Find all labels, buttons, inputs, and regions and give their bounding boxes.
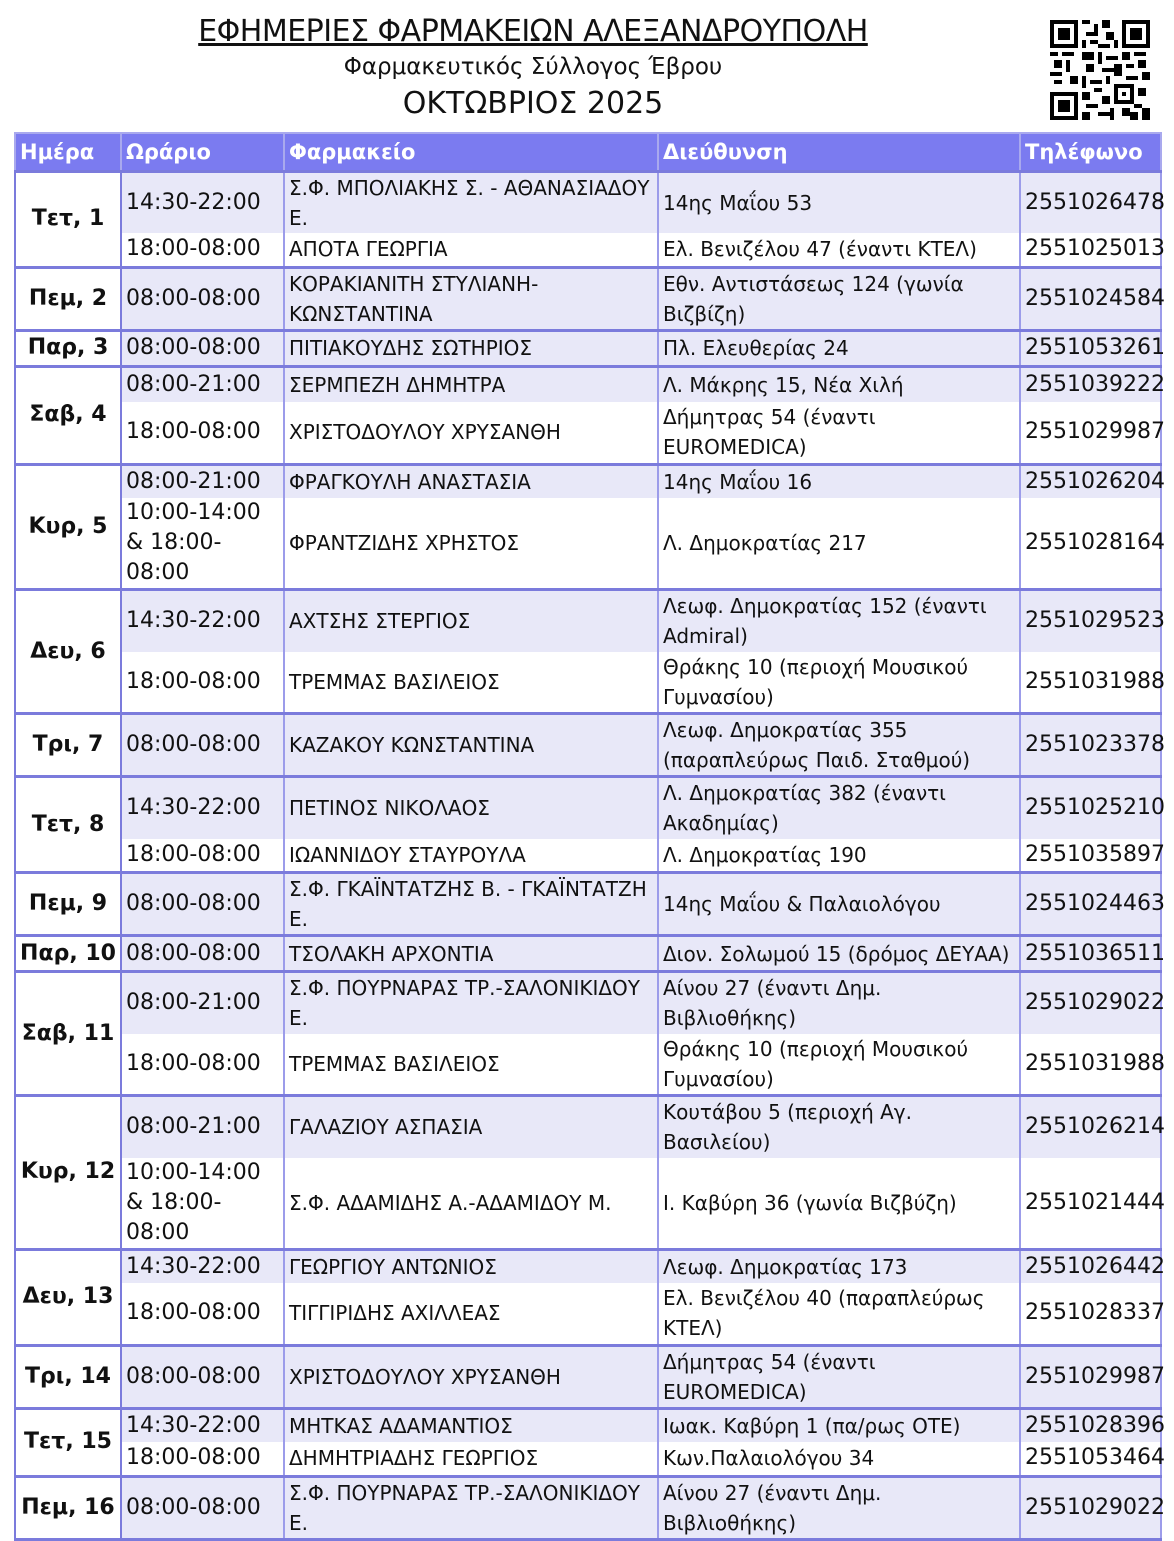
address-cell: Αίνου 27 (έναντι Δημ. Βιβλιοθήκης) [658, 972, 1020, 1034]
qr-code-icon [1050, 20, 1150, 120]
pharmacy-schedule-table [14, 132, 1165, 1541]
pharmacy-cell: ΑΠΟΤΑ ΓΕΩΡΓΙΑ [284, 233, 658, 267]
pharmacy-cell: Σ.Φ. ΑΔΑΜΙΔΗΣ Α.-ΑΔΑΜΙΔΟΥ Μ. [284, 1158, 658, 1250]
table-row [15, 330, 1161, 366]
table-body [15, 171, 1165, 1539]
table-row [15, 714, 1161, 777]
address-cell: Κων.Παλαιολόγου 34 [658, 1442, 1020, 1476]
pharmacy-cell: Σ.Φ. ΠΟΥΡΝΑΡΑΣ ΤΡ.-ΣΑΛΟΝΙΚΙΔΟΥ Ε. [284, 972, 658, 1034]
address-cell: Θράκης 10 (περιοχή Μουσικού Γυμνασίου) [658, 1034, 1020, 1096]
pharmacy-cell: ΠΕΤΙΝΟΣ ΝΙΚΟΛΑΟΣ [284, 777, 658, 839]
day-cell: Παρ, 10 [15, 936, 121, 972]
address-cell: Λεωφ. Δημοκρατίας 355 (παραπλεύρως Παιδ. Σταθμού) [658, 714, 1020, 777]
phone-cell: 2551026214 [1020, 1096, 1161, 1158]
day-cell: Σαβ, 4 [15, 366, 121, 464]
pharmacy-cell: ΓΕΩΡΓΙΟΥ ΑΝΤΩΝΙΟΣ [284, 1249, 658, 1283]
pharmacy-cell: ΑΧΤΣΗΣ ΣΤΕΡΓΙΟΣ [284, 590, 658, 652]
pharmacy-cell: ΤΡΕΜΜΑΣ ΒΑΣΙΛΕΙΟΣ [284, 1034, 658, 1096]
phone-cell: 2551026478 [1020, 171, 1161, 233]
column-header-address: Διεύθυνση [658, 133, 1020, 171]
pharmacy-cell: ΦΡΑΓΚΟΥΛΗ ΑΝΑΣΤΑΣΙΑ [284, 464, 658, 498]
table-row [15, 1476, 1161, 1539]
table-row [15, 777, 1161, 839]
hours-cell: 08:00-21:00 [121, 366, 284, 402]
hours-cell: 08:00-08:00 [121, 714, 284, 777]
table-row [15, 590, 1161, 652]
address-cell: Λεωφ. Δημοκρατίας 173 [658, 1249, 1020, 1283]
hours-cell: 10:00-14:00 & 18:00-08:00 [121, 498, 284, 590]
table-row [15, 233, 1161, 267]
phone-cell: 2551036511 [1020, 936, 1161, 972]
table-row [15, 839, 1161, 873]
hours-cell: 08:00-21:00 [121, 464, 284, 498]
hours-cell: 08:00-08:00 [121, 936, 284, 972]
pharmacy-cell: ΠΙΤΙΑΚΟΥΔΗΣ ΣΩΤΗΡΙΟΣ [284, 330, 658, 366]
table-row [15, 1034, 1161, 1096]
day-cell: Τετ, 1 [15, 171, 121, 267]
table-row [15, 1249, 1161, 1283]
address-cell: 14ης Μαΐου 16 [658, 464, 1020, 498]
address-cell: 14ης Μαΐου & Παλαιολόγου [658, 873, 1020, 936]
hours-cell: 14:30-22:00 [121, 171, 284, 233]
pharmacy-cell: ΤΣΟΛΑΚΗ ΑΡΧΟΝΤΙΑ [284, 936, 658, 972]
hours-cell: 18:00-08:00 [121, 1034, 284, 1096]
hours-cell: 08:00-08:00 [121, 1476, 284, 1539]
day-cell: Δευ, 13 [15, 1249, 121, 1345]
phone-cell: 2551039222 [1020, 366, 1161, 402]
address-cell: Διον. Σολωμού 15 (δρόμος ΔΕΥΑΑ) [658, 936, 1020, 972]
table-row [15, 1096, 1161, 1158]
phone-cell: 2551021444 [1020, 1158, 1161, 1250]
pharmacy-cell: ΧΡΙΣΤΟΔΟΥΛΟΥ ΧΡΥΣΑΝΘΗ [284, 402, 658, 464]
hours-cell: 14:30-22:00 [121, 1408, 284, 1442]
day-cell: Παρ, 3 [15, 330, 121, 366]
hours-cell: 08:00-08:00 [121, 873, 284, 936]
hours-cell: 08:00-21:00 [121, 972, 284, 1034]
phone-cell: 2551028396 [1020, 1408, 1161, 1442]
pharmacy-cell: Σ.Φ. ΜΠΟΛΙΑΚΗΣ Σ. - ΑΘΑΝΑΣΙΑΔΟΥ Ε. [284, 171, 658, 233]
pharmacy-cell: ΣΕΡΜΠΕΖΗ ΔΗΜΗΤΡΑ [284, 366, 658, 402]
hours-cell: 08:00-08:00 [121, 1345, 284, 1408]
address-cell: Δήμητρας 54 (έναντι EUROMEDICA) [658, 402, 1020, 464]
table-row [15, 366, 1161, 402]
month-heading: ΟΚΤΩΒΡΙΟΣ 2025 [402, 86, 664, 121]
phone-cell: 2551028337 [1020, 1283, 1161, 1345]
pharmacy-cell: ΤΡΕΜΜΑΣ ΒΑΣΙΛΕΙΟΣ [284, 652, 658, 714]
hours-cell: 14:30-22:00 [121, 777, 284, 839]
table-row [15, 652, 1161, 714]
address-cell: Αίνου 27 (έναντι Δημ. Βιβλιοθήκης) [658, 1476, 1020, 1539]
day-cell: Τρι, 14 [15, 1345, 121, 1408]
phone-cell: 2551053464 [1020, 1442, 1161, 1476]
pharmacy-cell: Σ.Φ. ΠΟΥΡΝΑΡΑΣ ΤΡ.-ΣΑΛΟΝΙΚΙΔΟΥ Ε. [284, 1476, 658, 1539]
hours-cell: 14:30-22:00 [121, 590, 284, 652]
address-cell: Ελ. Βενιζέλου 40 (παραπλεύρως ΚΤΕΛ) [658, 1283, 1020, 1345]
address-cell: Ιωακ. Καβύρη 1 (πα/ρως ΟΤΕ) [658, 1408, 1020, 1442]
table-row [15, 1345, 1161, 1408]
column-header-phone: Τηλέφωνο [1020, 133, 1161, 171]
table-row [15, 402, 1161, 464]
address-cell: Ι. Καβύρη 36 (γωνία Βιζβύζη) [658, 1158, 1020, 1250]
hours-cell: 10:00-14:00 & 18:00-08:00 [121, 1158, 284, 1250]
phone-cell: 2551025210 [1020, 777, 1161, 839]
address-cell: Λ. Μάκρης 15, Νέα Χιλή [658, 366, 1020, 402]
address-cell: Ελ. Βενιζέλου 47 (έναντι ΚΤΕΛ) [658, 233, 1020, 267]
pharmacy-cell: ΔΗΜΗΤΡΙΑΔΗΣ ΓΕΩΡΓΙΟΣ [284, 1442, 658, 1476]
day-cell: Πεμ, 2 [15, 267, 121, 330]
table-row [15, 873, 1161, 936]
day-cell: Πεμ, 9 [15, 873, 121, 936]
hours-cell: 18:00-08:00 [121, 402, 284, 464]
pharmacy-cell: ΜΗΤΚΑΣ ΑΔΑΜΑΝΤΙΟΣ [284, 1408, 658, 1442]
table-row [15, 1283, 1161, 1345]
phone-cell: 2551029022 [1020, 1476, 1161, 1539]
address-cell: Δήμητρας 54 (έναντι EUROMEDICA) [658, 1345, 1020, 1408]
address-cell: Λ. Δημοκρατίας 190 [658, 839, 1020, 873]
phone-cell: 2551028164 [1020, 498, 1161, 590]
day-cell: Τετ, 8 [15, 777, 121, 873]
phone-cell: 2551035897 [1020, 839, 1161, 873]
hours-cell: 18:00-08:00 [121, 839, 284, 873]
column-header-hours: Ωράριο [121, 133, 284, 171]
phone-cell: 2551025013 [1020, 233, 1161, 267]
phone-cell: 2551026204 [1020, 464, 1161, 498]
day-cell: Δευ, 6 [15, 590, 121, 714]
address-cell: Λεωφ. Δημοκρατίας 152 (έναντι Admiral) [658, 590, 1020, 652]
column-header-day: Ημέρα [15, 133, 121, 171]
phone-cell: 2551029523 [1020, 590, 1161, 652]
table-row [15, 1442, 1161, 1476]
table-row [15, 464, 1161, 498]
hours-cell: 18:00-08:00 [121, 1283, 284, 1345]
day-cell: Τρι, 7 [15, 714, 121, 777]
phone-cell: 2551024463 [1020, 873, 1161, 936]
hours-cell: 08:00-21:00 [121, 1096, 284, 1158]
pharmacy-cell: ΙΩΑΝΝΙΔΟΥ ΣΤΑΥΡΟΥΛΑ [284, 839, 658, 873]
hours-cell: 08:00-08:00 [121, 267, 284, 330]
table-row [15, 267, 1161, 330]
pharmacy-cell: ΚΟΡΑΚΙΑΝΙΤΗ ΣΤΥΛΙΑΝΗ-ΚΩΝΣΤΑΝΤΙΝΑ [284, 267, 658, 330]
day-cell: Τετ, 15 [15, 1408, 121, 1476]
day-cell: Κυρ, 12 [15, 1096, 121, 1250]
table-row [15, 972, 1161, 1034]
day-cell: Πεμ, 16 [15, 1476, 121, 1539]
hours-cell: 18:00-08:00 [121, 233, 284, 267]
phone-cell: 2551024584 [1020, 267, 1161, 330]
hours-cell: 18:00-08:00 [121, 1442, 284, 1476]
address-cell: 14ης Μαΐου 53 [658, 171, 1020, 233]
phone-cell: 2551026442 [1020, 1249, 1161, 1283]
address-cell: Λ. Δημοκρατίας 217 [658, 498, 1020, 590]
table-row [15, 498, 1161, 590]
hours-cell: 08:00-08:00 [121, 330, 284, 366]
page-title: ΕΦΗΜΕΡΙΕΣ ΦΑΡΜΑΚΕΙΩΝ ΑΛΕΞΑΝΔΡΟΥΠΟΛΗ [198, 14, 868, 49]
phone-cell: 2551029022 [1020, 972, 1161, 1034]
pharmacy-cell: ΚΑΖΑΚΟΥ ΚΩΝΣΤΑΝΤΙΝΑ [284, 714, 658, 777]
phone-cell: 2551029987 [1020, 402, 1161, 464]
hours-cell: 14:30-22:00 [121, 1249, 284, 1283]
pharmacy-cell: ΦΡΑΝΤΖΙΔΗΣ ΧΡΗΣΤΟΣ [284, 498, 658, 590]
table-header-row [15, 133, 1161, 171]
phone-cell: 2551031988 [1020, 652, 1161, 714]
phone-cell: 2551031988 [1020, 1034, 1161, 1096]
column-header-pharmacy: Φαρμακείο [284, 133, 658, 171]
phone-cell: 2551023378 [1020, 714, 1161, 777]
table-row [15, 171, 1161, 233]
address-cell: Εθν. Αντιστάσεως 124 (γωνία Βιζβίζη) [658, 267, 1020, 330]
page-subtitle: Φαρμακευτικός Σύλλογος Έβρου [343, 54, 723, 80]
page-header [0, 0, 1174, 130]
pharmacy-cell: ΓΑΛΑΖΙΟΥ ΑΣΠΑΣΙΑ [284, 1096, 658, 1158]
address-cell: Θράκης 10 (περιοχή Μουσικού Γυμνασίου) [658, 652, 1020, 714]
pharmacy-cell: ΧΡΙΣΤΟΔΟΥΛΟΥ ΧΡΥΣΑΝΘΗ [284, 1345, 658, 1408]
pharmacy-cell: ΤΙΓΓΙΡΙΔΗΣ ΑΧΙΛΛΕΑΣ [284, 1283, 658, 1345]
phone-cell: 2551053261 [1020, 330, 1161, 366]
phone-cell: 2551029987 [1020, 1345, 1161, 1408]
table-row [15, 936, 1161, 972]
table-row [15, 1158, 1161, 1250]
address-cell: Κουτάβου 5 (περιοχή Αγ. Βασιλείου) [658, 1096, 1020, 1158]
day-cell: Σαβ, 11 [15, 972, 121, 1096]
table-row [15, 1408, 1161, 1442]
pharmacy-cell: Σ.Φ. ΓΚΑΪΝΤΑΤΖΗΣ Β. - ΓΚΑΪΝΤΑΤΖΗ Ε. [284, 873, 658, 936]
hours-cell: 18:00-08:00 [121, 652, 284, 714]
day-cell: Κυρ, 5 [15, 464, 121, 590]
address-cell: Λ. Δημοκρατίας 382 (έναντι Ακαδημίας) [658, 777, 1020, 839]
address-cell: Πλ. Ελευθερίας 24 [658, 330, 1020, 366]
